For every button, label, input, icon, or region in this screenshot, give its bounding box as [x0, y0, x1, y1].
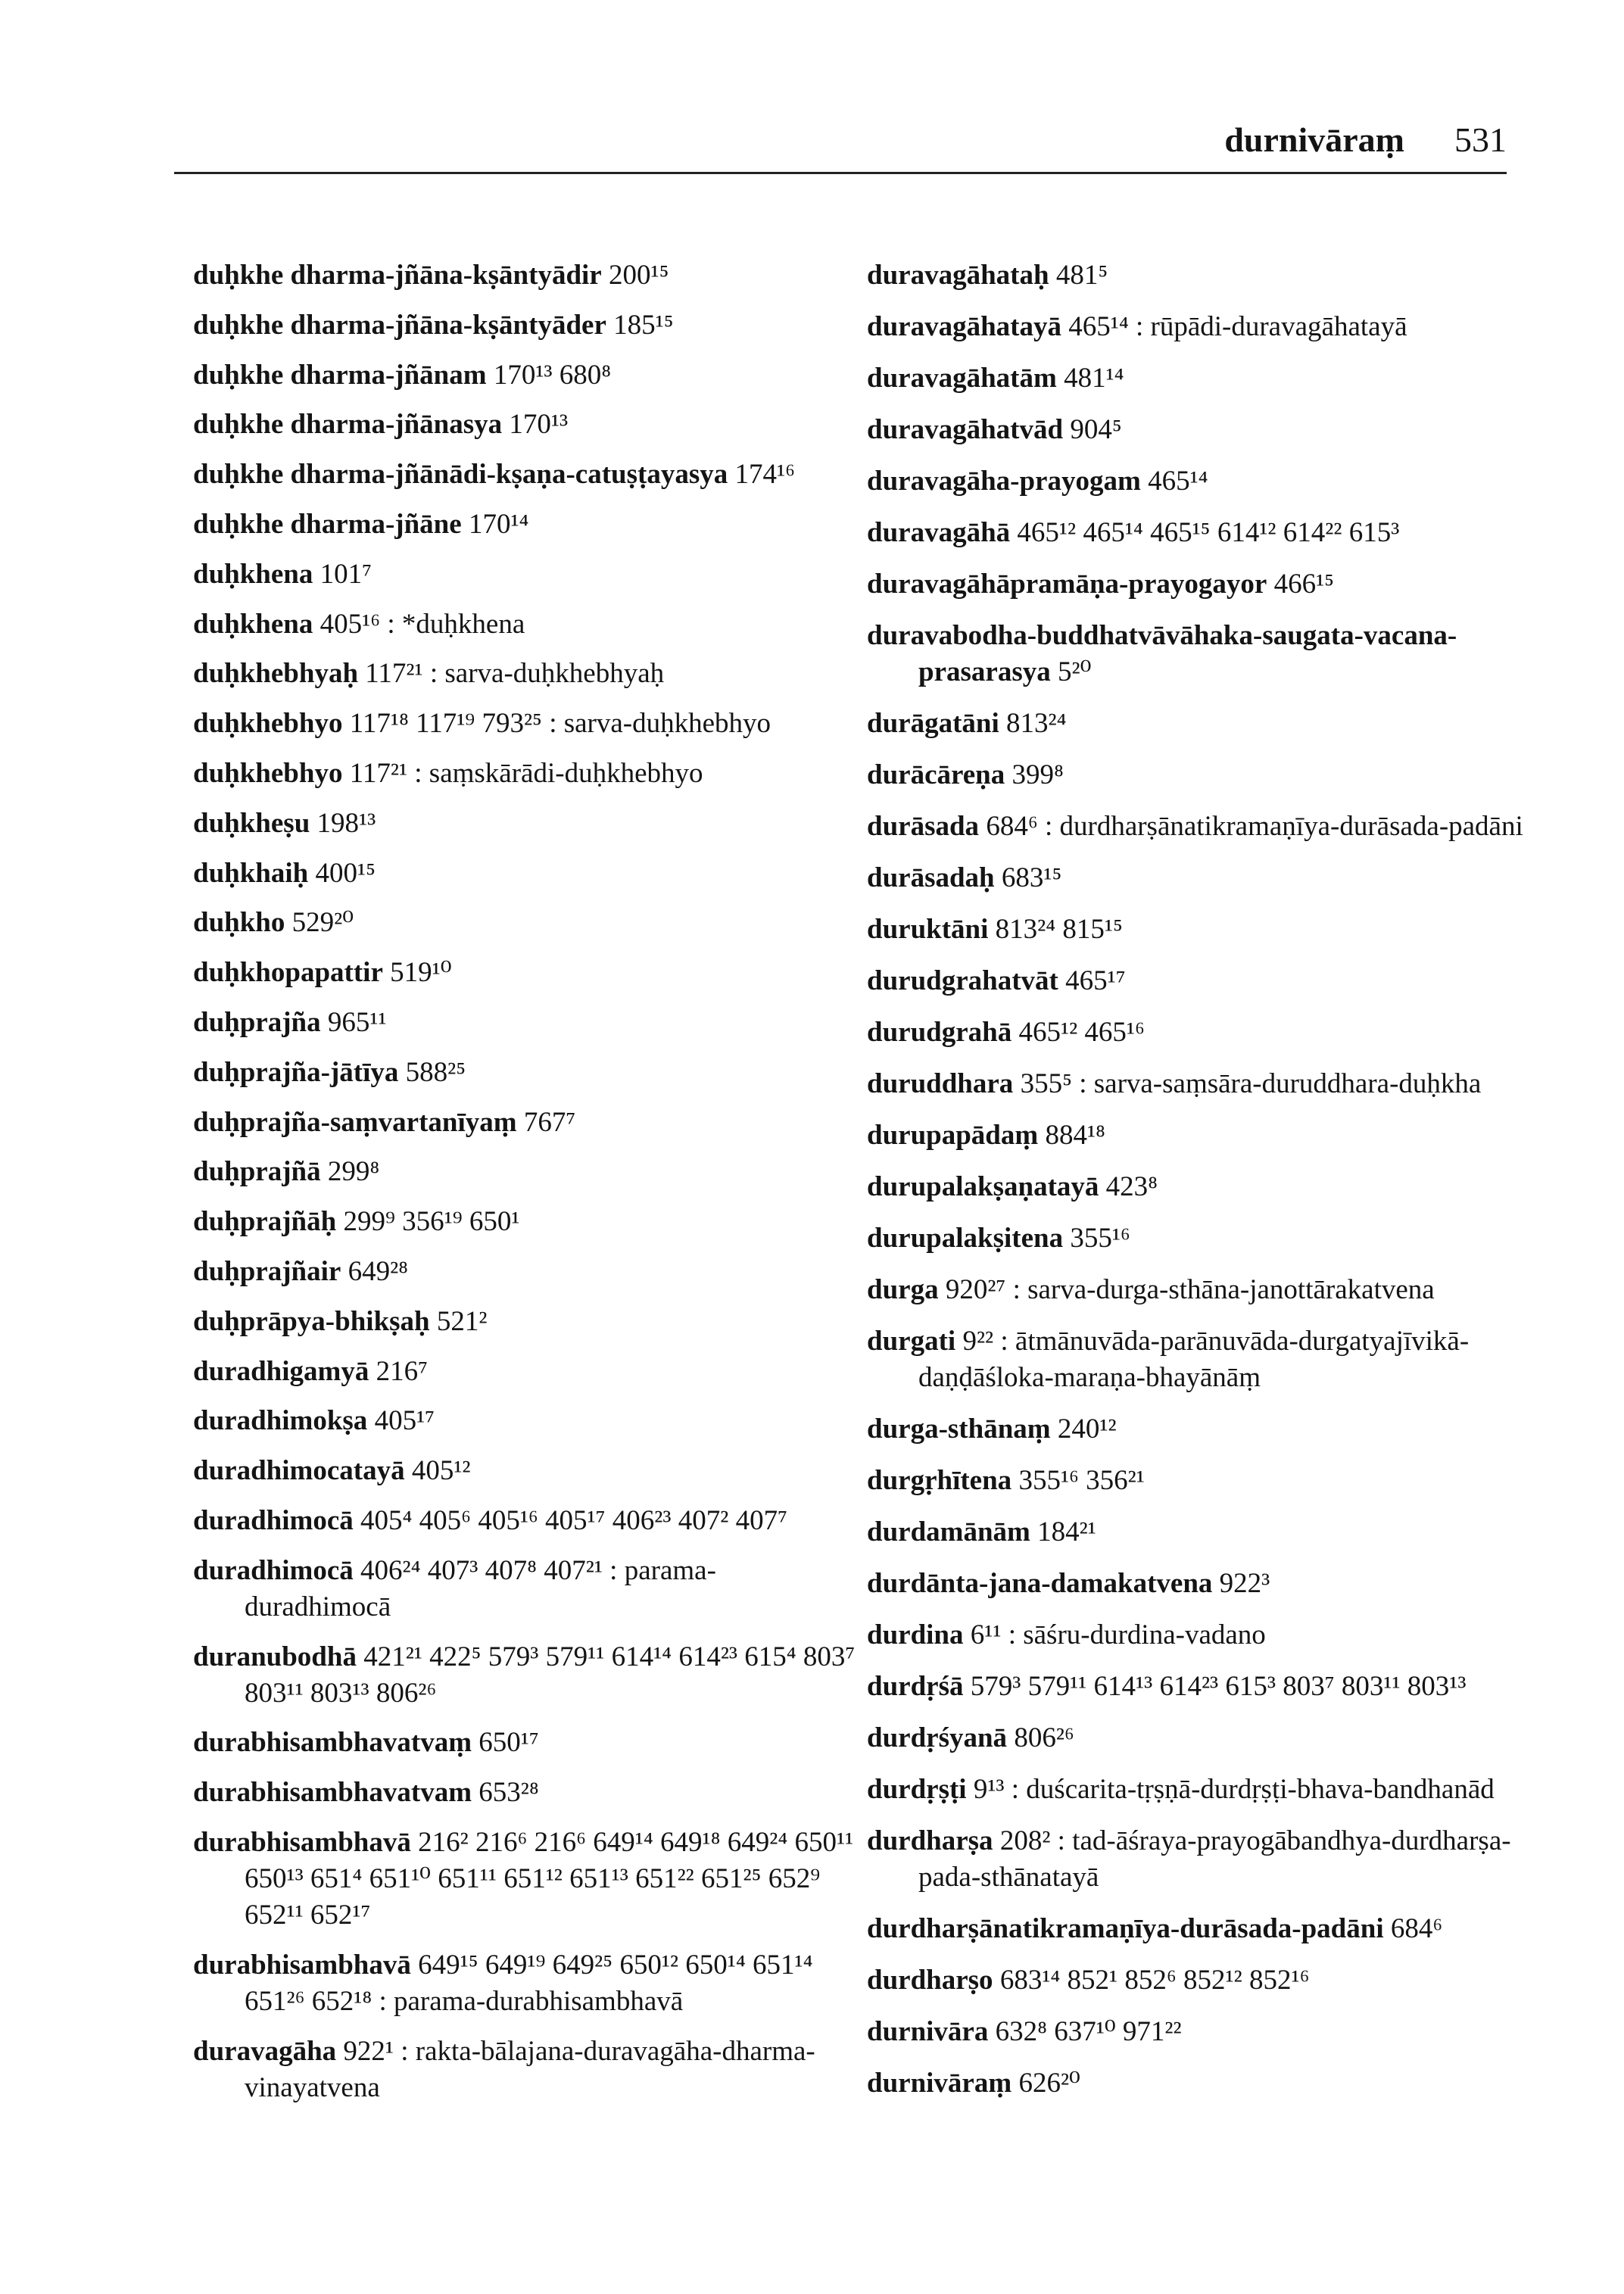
index-entry	[193, 357, 859, 394]
entry-references: 400¹⁵	[315, 857, 376, 889]
entry-headword: durāsadaḥ	[867, 862, 995, 893]
entry-references: 117¹⁸ 117¹⁹ 793²⁵ : sarva-duḥkhebhyo	[349, 708, 771, 740]
entry-headword: duḥprajña-saṃvartanīyaṃ	[193, 1106, 517, 1138]
index-entry	[193, 1154, 859, 1190]
entry-references: 399⁸	[1011, 759, 1064, 790]
entry-headword: durnivāra	[867, 2016, 989, 2047]
entry-headword: duḥkhe dharma-jñāne	[193, 508, 462, 540]
index-entry	[193, 407, 859, 443]
index-entry	[193, 1775, 859, 1811]
entry-headword: duradhimocā	[193, 1504, 354, 1536]
entry-headword: durdharṣo	[867, 1965, 993, 1996]
index-entry	[193, 1947, 859, 2020]
entry-headword: durdṛṣṭi	[867, 1774, 967, 1805]
entry-headword: duruktāni	[867, 914, 989, 945]
index-entry	[193, 1725, 859, 1761]
index-entry	[193, 457, 859, 493]
entry-headword: duḥkhebhyaḥ	[193, 658, 359, 690]
entry-references: 884¹⁸	[1045, 1120, 1105, 1151]
index-entry	[867, 360, 1526, 397]
index-entry	[193, 307, 859, 344]
entry-references: 653²⁸	[478, 1777, 539, 1809]
index-entry	[867, 463, 1526, 500]
header-rule	[174, 172, 1507, 174]
index-entry	[867, 1323, 1526, 1396]
entry-references: 922³	[1219, 1568, 1270, 1599]
index-entry	[193, 1453, 859, 1489]
entry-references: 767⁷	[523, 1106, 576, 1138]
index-entry	[193, 1204, 859, 1240]
entry-headword: durabhisambhavatvam	[193, 1777, 472, 1809]
index-entry	[867, 1514, 1526, 1551]
entry-headword: duravabodha-buddhatvāvāhaka-saugata-vacana-prasarasya	[867, 620, 1457, 687]
page-number: 531	[1454, 120, 1507, 159]
entry-references: 465¹⁴ : rūpādi-duravagāhatayā	[1068, 311, 1407, 342]
entry-headword: durdṛśā	[867, 1671, 964, 1702]
entry-headword: duranubodhā	[193, 1641, 357, 1672]
entry-references: 465¹² 465¹⁶	[1018, 1017, 1145, 1048]
entry-references: 240¹²	[1057, 1413, 1117, 1445]
index-entry	[193, 656, 859, 692]
entry-headword: duravagāhāpramāṇa-prayogayor	[867, 569, 1267, 600]
entry-references: 683¹⁴ 852¹ 852⁶ 852¹² 852¹⁶	[999, 1965, 1310, 1996]
entry-headword: duḥprajñair	[193, 1255, 341, 1287]
entry-headword: duravagāhatām	[867, 363, 1057, 394]
entry-headword: duḥkhe dharma-jñānādi-kṣaṇa-catuṣṭayasya	[193, 459, 728, 491]
entry-references: 465¹⁴	[1148, 466, 1208, 497]
index-entry	[193, 1304, 859, 1340]
index-entry	[867, 860, 1526, 896]
entry-references: 922¹ : rakta-bālajana-duravagāha-dharma-vinayatvena	[245, 2035, 815, 2103]
entry-headword: durga-sthānaṃ	[867, 1413, 1051, 1445]
entry-headword: duravagāha	[193, 2035, 337, 2067]
index-entry	[867, 566, 1526, 603]
index-entry	[193, 1403, 859, 1439]
entry-references: 813²⁴ 815¹⁵	[995, 914, 1123, 945]
entry-headword: durabhisambhavā	[193, 1826, 411, 1858]
index-entry	[867, 1772, 1526, 1808]
index-entry	[193, 606, 859, 643]
index-entry	[867, 1720, 1526, 1756]
index-entry	[193, 2034, 859, 2106]
entry-references: 299⁹ 356¹⁹ 650¹	[343, 1206, 520, 1238]
entry-headword: duḥprajña	[193, 1006, 321, 1038]
entry-references: 650¹⁷	[478, 1727, 539, 1759]
entry-headword: duḥprajñāḥ	[193, 1206, 337, 1238]
entry-references: 174¹⁶	[734, 459, 796, 491]
entry-headword: duḥprajña-jātīya	[193, 1056, 399, 1088]
entry-references: 405⁴ 405⁶ 405¹⁶ 405¹⁷ 406²³ 407² 407⁷	[360, 1504, 787, 1536]
running-head-title: durnivāraṃ	[1224, 120, 1404, 159]
entry-headword: durudgrahā	[867, 1017, 1012, 1048]
left-column	[193, 257, 859, 2119]
entry-headword: duḥkho	[193, 907, 285, 939]
index-entry	[867, 1117, 1526, 1154]
entry-headword: duravagāha-prayogam	[867, 466, 1141, 497]
index-entry	[193, 856, 859, 892]
entry-headword: duḥprāpya-bhikṣaḥ	[193, 1305, 430, 1337]
entry-headword: durgati	[867, 1326, 956, 1357]
index-entry	[867, 1272, 1526, 1308]
index-entry	[867, 809, 1526, 845]
index-entry	[867, 1617, 1526, 1653]
entry-references: 355⁵ : sarva-saṃsāra-duruddhara-duḥkha	[1020, 1068, 1482, 1099]
entry-references: 405¹²	[411, 1455, 471, 1487]
entry-references: 806²⁶	[1014, 1722, 1074, 1753]
entry-headword: duradhigamyā	[193, 1355, 369, 1387]
index-entry	[867, 1169, 1526, 1205]
entry-headword: duḥkheṣu	[193, 807, 310, 839]
entry-headword: durabhisambhavā	[193, 1949, 411, 1981]
entry-headword: duruddhara	[867, 1068, 1014, 1099]
index-entry	[193, 706, 859, 742]
entry-headword: durupapādaṃ	[867, 1120, 1039, 1151]
index-entry	[867, 963, 1526, 999]
index-entry	[193, 1005, 859, 1041]
entry-headword: durga	[867, 1274, 939, 1305]
entry-headword: durdina	[867, 1619, 964, 1650]
index-entry	[867, 515, 1526, 551]
entry-headword: duḥkhebhyo	[193, 708, 343, 740]
entry-references: 299⁸	[327, 1156, 380, 1188]
index-entry	[867, 1220, 1526, 1257]
entry-references: 965¹¹	[327, 1006, 387, 1038]
entry-references: 5²⁰	[1057, 656, 1092, 687]
entry-headword: duḥkhe dharma-jñānasya	[193, 409, 503, 441]
entry-headword: duravagāhataḥ	[867, 260, 1049, 291]
index-entry	[193, 506, 859, 543]
index-entry	[867, 2014, 1526, 2050]
index-entry	[867, 618, 1526, 690]
entry-references: 588²⁵	[405, 1056, 466, 1088]
entry-references: 216² 216⁶ 216⁶ 649¹⁴ 649¹⁸ 649²⁴ 650¹¹ 650¹³ 651⁴ 651¹⁰ 651¹¹ 651¹² 651¹³ 651²² 651²⁵ 652⁹ 652¹¹ 652¹⁷	[245, 1826, 854, 1931]
index-entry	[193, 1354, 859, 1390]
entry-references: 423⁸	[1105, 1171, 1158, 1202]
entry-headword: durnivāraṃ	[867, 2068, 1012, 2099]
entry-references: 208² : tad-āśraya-prayogābandhya-durdharṣa-pada-sthānatayā	[918, 1825, 1511, 1893]
entry-references: 649²⁸	[348, 1255, 409, 1287]
entry-headword: durdharṣānatikramaṇīya-durāsada-padāni	[867, 1913, 1384, 1944]
index-entry	[193, 1055, 859, 1091]
index-entry	[867, 257, 1526, 294]
entry-references: 200¹⁵	[608, 260, 669, 291]
entry-headword: durgṛhītena	[867, 1465, 1012, 1496]
entry-headword: duravagāhā	[867, 517, 1011, 548]
entry-headword: duradhimocatayā	[193, 1455, 405, 1487]
entry-headword: durdharṣa	[867, 1825, 993, 1856]
index-entry	[867, 1463, 1526, 1499]
entry-references: 683¹⁵	[1001, 862, 1062, 893]
index-entry	[193, 1825, 859, 1934]
entry-references: 521²	[436, 1305, 488, 1337]
entry-headword: duravagāhatayā	[867, 311, 1061, 342]
index-entry	[193, 257, 859, 294]
index-entry	[193, 1254, 859, 1290]
entry-headword: duḥkhena	[193, 558, 313, 590]
entry-references: 9¹³ : duścarita-tṛṣṇā-durdṛṣṭi-bhava-bandhanād	[973, 1774, 1495, 1805]
entry-headword: durupalakṣitena	[867, 1223, 1064, 1254]
entry-headword: duravagāhatvād	[867, 414, 1064, 445]
entry-references: 466¹⁵	[1273, 569, 1335, 600]
entry-headword: durudgrahatvāt	[867, 965, 1058, 996]
index-entry	[867, 757, 1526, 793]
entry-headword: durāsada	[867, 811, 980, 842]
entry-references: 481⁵	[1055, 260, 1108, 291]
entry-references: 406²⁴ 407³ 407⁸ 407²¹ : parama-duradhimocā	[245, 1554, 716, 1622]
entry-references: 170¹³ 680⁸	[493, 359, 612, 391]
right-column	[867, 257, 1526, 2117]
index-entry	[193, 955, 859, 991]
entry-references: 632⁸ 637¹⁰ 971²²	[995, 2016, 1182, 2047]
entry-references: 170¹⁴	[468, 508, 529, 540]
entry-references: 170¹³	[509, 409, 569, 441]
entry-references: 185¹⁵	[613, 309, 674, 341]
entry-headword: durupalakṣaṇatayā	[867, 1171, 1099, 1202]
entry-headword: durabhisambhavatvaṃ	[193, 1727, 472, 1759]
index-entry	[867, 412, 1526, 448]
entry-references: 920²⁷ : sarva-durga-sthāna-janottārakatvena	[945, 1274, 1435, 1305]
index-entry	[193, 1639, 859, 1712]
index-entry	[867, 309, 1526, 345]
entry-references: 465¹⁷	[1065, 965, 1126, 996]
index-entry	[193, 1105, 859, 1141]
entry-headword: duḥkhe dharma-jñānam	[193, 359, 487, 391]
entry-references: 198¹³	[316, 807, 376, 839]
entry-references: 405¹⁷	[374, 1405, 435, 1437]
entry-references: 813²⁴	[1006, 708, 1067, 739]
entry-references: 684⁶ : durdharṣānatikramaṇīya-durāsada-padāni	[986, 811, 1523, 842]
entry-headword: durdānta-jana-damakatvena	[867, 1568, 1213, 1599]
entry-references: 355¹⁶ 356²¹	[1018, 1465, 1145, 1496]
entry-headword: duradhimokṣa	[193, 1405, 368, 1437]
entry-references: 117²¹ : saṃskārādi-duḥkhebhyo	[349, 757, 703, 789]
index-entry	[193, 756, 859, 792]
index-entry	[193, 806, 859, 842]
index-entry	[867, 706, 1526, 742]
index-entry	[867, 1962, 1526, 1999]
index-entry	[867, 1669, 1526, 1705]
entry-references: 355¹⁶	[1070, 1223, 1130, 1254]
index-entry	[193, 1553, 859, 1625]
entry-headword: durācāreṇa	[867, 759, 1005, 790]
entry-references: 649¹⁵ 649¹⁹ 649²⁵ 650¹² 650¹⁴ 651¹⁴ 651²⁶ 652¹⁸ : parama-durabhisambhavā	[245, 1949, 813, 2017]
index-entry	[867, 1066, 1526, 1102]
entry-references: 101⁷	[320, 558, 372, 590]
entry-references: 904⁵	[1070, 414, 1122, 445]
index-entry	[867, 1015, 1526, 1051]
entry-references: 579³ 579¹¹ 614¹³ 614²³ 615³ 803⁷ 803¹¹ 803¹³	[970, 1671, 1467, 1702]
index-entry	[867, 1823, 1526, 1896]
entry-headword: duḥkhena	[193, 608, 313, 640]
entry-references: 117²¹ : sarva-duḥkhebhyaḥ	[365, 658, 665, 690]
index-entry	[867, 1566, 1526, 1602]
entry-references: 9²² : ātmānuvāda-parānuvāda-durgatyajīvikā-daṇḍāśloka-maraṇa-bhayānāṃ	[918, 1326, 1470, 1393]
entry-headword: duḥkhaiḥ	[193, 857, 309, 889]
entry-references: 529²⁰	[291, 907, 354, 939]
entry-references: 184²¹	[1037, 1516, 1096, 1548]
entry-references: 481¹⁴	[1064, 363, 1124, 394]
entry-references: 519¹⁰	[390, 957, 452, 989]
entry-headword: duḥkhe dharma-jñāna-kṣāntyādir	[193, 260, 602, 291]
entry-references: 465¹² 465¹⁴ 465¹⁵ 614¹² 614²² 615³	[1017, 517, 1400, 548]
entry-references: 6¹¹ : sāśru-durdina-vadano	[970, 1619, 1266, 1650]
entry-headword: duḥkhopapattir	[193, 957, 383, 989]
entry-references: 626²⁰	[1018, 2068, 1080, 2099]
entry-references: 421²¹ 422⁵ 579³ 579¹¹ 614¹⁴ 614²³ 615⁴ 803⁷ 803¹¹ 803¹³ 806²⁶	[245, 1641, 856, 1709]
index-entry	[193, 556, 859, 593]
entry-headword: durdṛśyanā	[867, 1722, 1008, 1753]
entry-headword: durdamānām	[867, 1516, 1030, 1548]
entry-references: 216⁷	[376, 1355, 428, 1387]
running-header	[174, 114, 1507, 174]
entry-references: 684⁶	[1390, 1913, 1443, 1944]
index-entry	[867, 912, 1526, 948]
entry-headword: duḥprajñā	[193, 1156, 321, 1188]
entry-headword: durāgatāni	[867, 708, 999, 739]
entry-headword: duḥkhe dharma-jñāna-kṣāntyāder	[193, 309, 606, 341]
index-entry	[867, 1411, 1526, 1448]
index-entry	[193, 1503, 859, 1539]
index-entry	[867, 1911, 1526, 1947]
entry-references: 405¹⁶ : *duḥkhena	[320, 608, 525, 640]
index-entry	[193, 905, 859, 941]
entry-headword: duradhimocā	[193, 1554, 354, 1586]
entry-headword: duḥkhebhyo	[193, 757, 343, 789]
index-entry	[867, 2065, 1526, 2102]
